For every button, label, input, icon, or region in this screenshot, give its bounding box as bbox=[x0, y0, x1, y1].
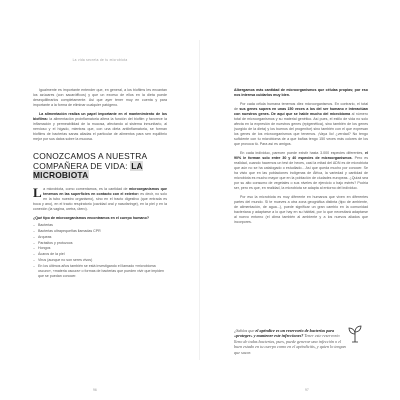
callout-plain: Tener este reservorio lleno de todas bacterias, pues, puede generar una infección o el buen estado en tu cuerpo como en el apéndicitis, y quien lo tengan que sacar. bbox=[234, 333, 346, 355]
body-paragraph bbox=[234, 102, 368, 147]
body-paragraph bbox=[234, 151, 368, 191]
bold-phrase: Albergamos más cantidad de microorganismos que células propias; por eso nos interesa cuidarlos muy bien. bbox=[234, 88, 368, 97]
right-text-column bbox=[234, 88, 368, 229]
paragraph-text: al número total de microorganismos y su material genético. Así pues, el estilo de vida no solo afecta en la expresión de nuestros genes (epigenética), sino también de los genes (surgido de la dieta) y los buenos del progenitor) sino también con el que expresan los genes de los microorganismos que tenemos. ¡Vaya lío! ¿verdad? No tengo suficiente con tu microbioma de a que bañas tengo 150 veces más colores de los que provoca tú. Para así es amigos. bbox=[234, 112, 368, 146]
microorganism-list bbox=[33, 223, 167, 279]
list-item: – En los últimos años también se está investigando el llamado «microbioma oscuro», «materia oscura» o formas de bacterias que pueden vivir que impiden que se puedan conocer. bbox=[33, 264, 167, 279]
list-item: – Parásitos y protozoos bbox=[33, 241, 167, 247]
paragraph-text: la alimentación proinflamatoria altera la función del biofilm y favorece la inflamación y permeabilidad de la mucosa, afectando al sistema inmunitario, al nervioso y el hígado, mientras que, con una dieta antiinflamatoria, se forman biofilms de bacterias sanas aliadas el particular de alimentos para sen equilibrio mejor por sus datos sobre la mucosa. bbox=[33, 117, 167, 141]
drop-cap: L bbox=[33, 184, 42, 200]
intro-paragraph bbox=[33, 184, 167, 212]
bold-phrase: sus genes supera en unas 150 veces a los del ser humano e interactúan con nuestros genes. De aquí que se hable mucho del microbioma bbox=[234, 107, 368, 116]
list-item: – Bacterias bbox=[33, 223, 167, 229]
paragraph-text: . Pero es realidad, cuando hacemos un test de heces, casi la mitad del ADN es de microbiota que aún no se ha catalogado o estudiado... Así que queda mucho por conocer. Se ha visto que en las poblaciones indígenas de África, la variedad y cantidad de microbiota es mucho mayor que en la población de ciudades europeas. ¿Quizá sea por su alto consumo de vegetales o sus niveles de ejercicio o bajo estrés? Podría ser, pero es que, en realidad, la microbiota se adapta al entorno del individuo. bbox=[234, 156, 368, 190]
list-item: – Hongos bbox=[33, 246, 167, 252]
list-item: – Arqueas bbox=[33, 235, 167, 241]
section-heading-highlight: LA MICROBIOTA bbox=[33, 160, 143, 181]
left-text-column bbox=[33, 88, 167, 279]
paragraph-text: En cada individuo, parecen puede existir hasta 3.000 especies diferentes, bbox=[240, 151, 365, 155]
running-head: La vida secreta de tu microbiota bbox=[72, 58, 128, 62]
callout-text bbox=[234, 328, 346, 355]
bold-phrase: La alimentación realiza un papel importante en el mantenimiento de los biofilms: bbox=[33, 112, 167, 121]
plant-sprout-icon bbox=[347, 323, 363, 343]
body-paragraph: Por eso la microbiota es muy diferente en humanos que viven en diferentes partes del mundo. Si te mueves a otra zona geográfica distinta (tipo de ambiente, de alimentación, de agua...), puede significar un gran cambio en la comunidad bacteriana y adaptarse a lo que hay en su hábitat, por lo que necesitará adaptarse al nuevo entorno (el clima también al ambiente y a los nuevos aliados que incorpores. bbox=[234, 195, 368, 224]
bold-phrase: microorganismos que tenemos en las superficies en contacto con el exterior: bbox=[43, 186, 167, 196]
callout-plain: ¿Sabías que bbox=[234, 328, 256, 333]
section-heading bbox=[33, 152, 167, 181]
paragraph-text: a microbiota, como comentamos, es la cantidad de bbox=[43, 186, 129, 191]
paragraph-text: Por cada célula humana tenemos diez microorganismos. En contrario, el total de bbox=[234, 102, 368, 111]
callout-bold: el apéndice es un reservorio de bacterias para «proteger» y mantener este infecciones? bbox=[234, 328, 335, 339]
section-heading-text: CONOZCAMOS A NUESTRA COMPAÑERA DE VIDA: bbox=[33, 151, 147, 171]
bold-phrase: el 90% le forman solo entre 30 y 40 especies de microorganismos bbox=[234, 151, 368, 160]
paragraph-text: es decir, no solo en la tubo nuestro organismo), sino en el tracto digestivo (que entrada es boca y ano), en el tracto respiratorio (cavidad oral y nasofaringe), en la piel y en la conexión (la vagina, uretra, útero). bbox=[33, 191, 167, 211]
page-number: 96 bbox=[93, 388, 97, 392]
list-item: – Bacterias ultrapequeñas llamadas CPR bbox=[33, 229, 167, 235]
body-paragraph bbox=[33, 112, 167, 142]
list-item: – Ácaros de la piel bbox=[33, 252, 167, 258]
body-paragraph bbox=[234, 88, 368, 98]
body-paragraph: Igualmente es importante entender que, en general, a los biofilms les encantan los azúcares (con sacarófficos) y que un exceso de ellos en la dieta puede desequilibrarlos completamente. Así que ayer tener muy en cuenta y para importante a la forma de eliminar cualquier patógeno. bbox=[33, 88, 167, 107]
page-number: 97 bbox=[305, 388, 309, 392]
list-item: – Virus (aunque no son seres vivos) bbox=[33, 258, 167, 264]
question-heading: ¿Qué tipo de microorganismos encontramos en el cuerpo humano? bbox=[33, 215, 150, 220]
